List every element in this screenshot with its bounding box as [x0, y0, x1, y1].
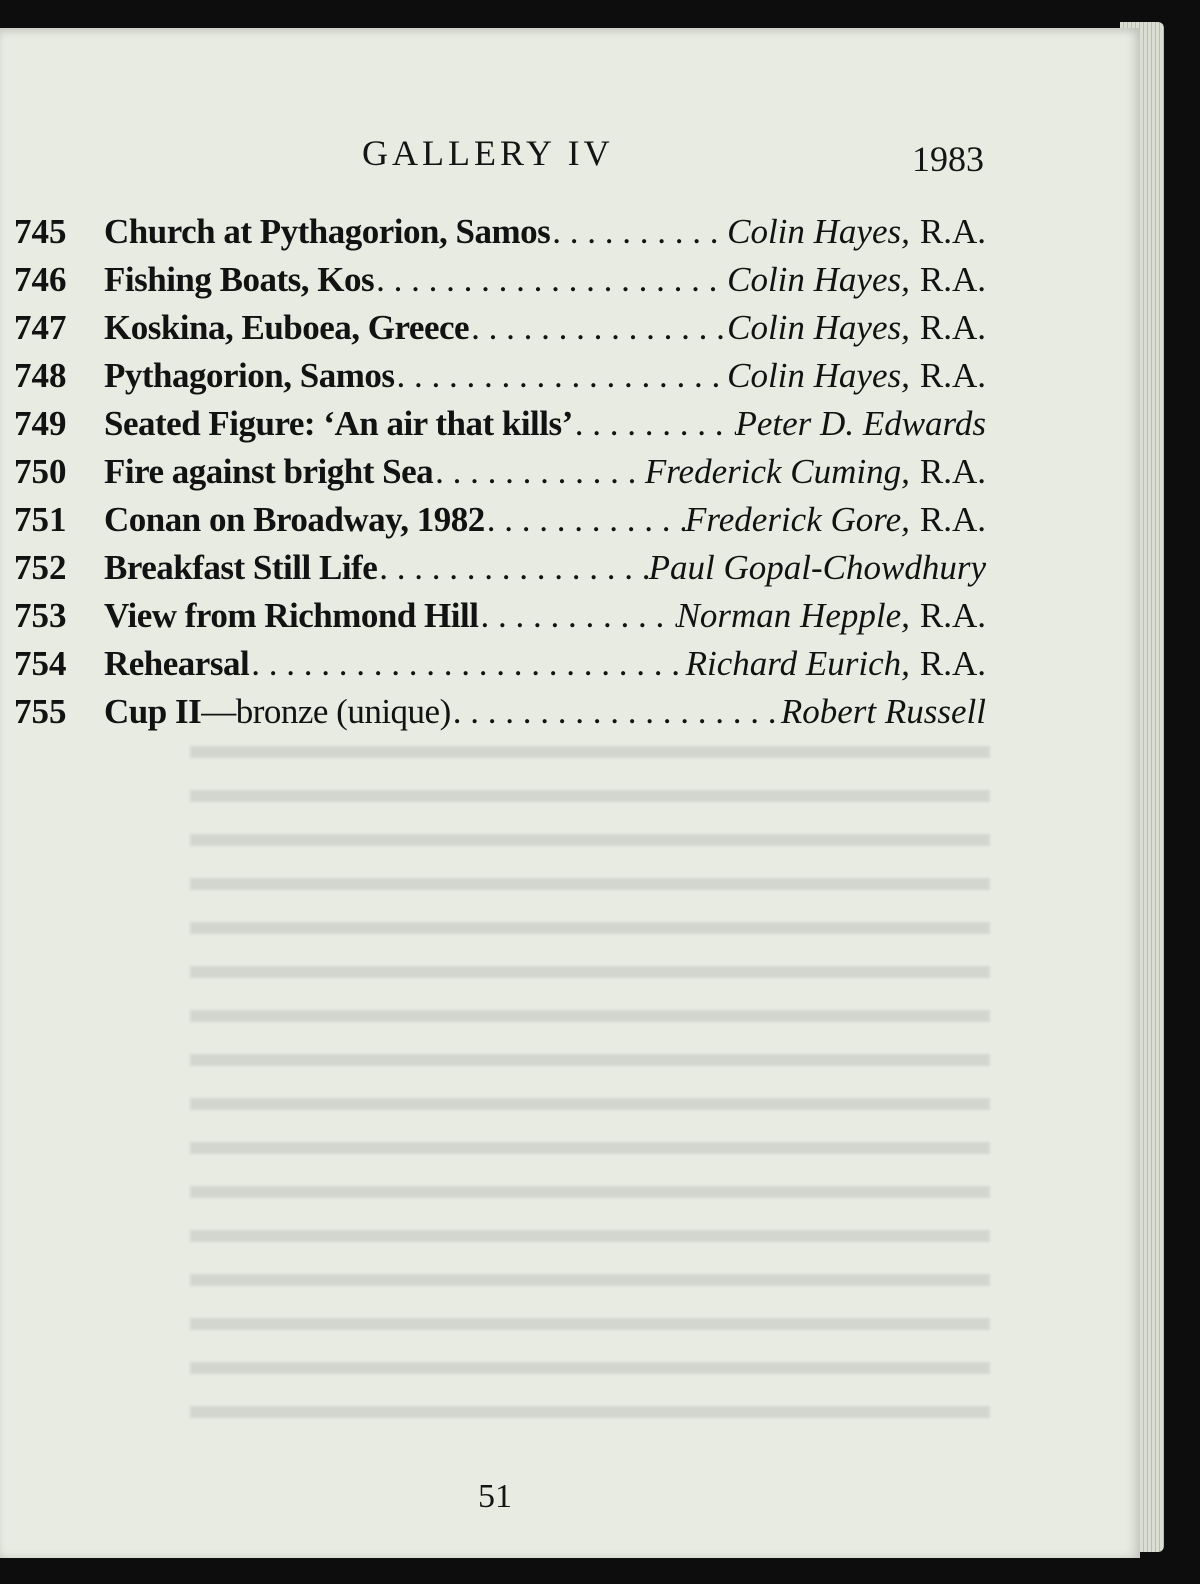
dot-leader [394, 352, 727, 400]
catalogue-entry [14, 496, 986, 544]
entry-artist-suffix: R.A. [919, 596, 986, 635]
entry-artist-suffix: R.A. [919, 260, 986, 299]
entry-title [104, 400, 573, 448]
entry-artist-suffix: R.A. [919, 452, 986, 491]
page-number: 51 [478, 1478, 512, 1515]
entry-number: 752 [14, 548, 67, 587]
entry-title [104, 496, 485, 544]
dot-leader [485, 496, 685, 544]
entry-artist: Colin Hayes, [727, 356, 910, 395]
catalogue-entry [14, 448, 986, 496]
entry-title-text: Rehearsal [104, 644, 250, 683]
entry-title [104, 208, 550, 256]
catalogue-entry [14, 256, 986, 304]
catalogue-entry [14, 208, 986, 256]
entry-list [14, 208, 986, 736]
entry-title-text: Fire against bright Sea [104, 452, 434, 491]
dot-leader [573, 400, 736, 448]
entry-title-text: Church at Pythagorion, Samos [104, 212, 551, 251]
entry-number: 753 [14, 596, 67, 635]
entry-artist: Norman Hepple, [676, 596, 910, 635]
year-heading: 1983 [912, 139, 984, 179]
catalogue-entry [14, 592, 986, 640]
entry-medium: —bronze (unique) [201, 692, 451, 731]
entry-number: 755 [14, 692, 67, 731]
entry-artist: Peter D. Edwards [735, 404, 986, 443]
entry-title-text: Fishing Boats, Kos [104, 260, 375, 299]
catalogue-entry [14, 544, 986, 592]
gallery-heading: GALLERY IV [362, 133, 614, 173]
dot-leader [478, 592, 676, 640]
reverse-page-bleed-through [190, 728, 990, 1448]
entry-artist: Robert Russell [780, 692, 986, 731]
entry-artist: Colin Hayes, [727, 308, 910, 347]
entry-title [104, 256, 374, 304]
entry-title [104, 592, 478, 640]
entry-artist: Richard Eurich, [685, 644, 910, 683]
entry-number: 750 [14, 452, 67, 491]
entry-number: 751 [14, 500, 67, 539]
catalogue-entry [14, 352, 986, 400]
dot-leader [451, 688, 781, 736]
entry-artist: Colin Hayes, [727, 212, 910, 251]
entry-artist-suffix: R.A. [919, 212, 986, 251]
entry-artist-suffix: R.A. [919, 356, 986, 395]
entry-title [104, 640, 249, 688]
dot-leader [377, 544, 648, 592]
entry-artist: Colin Hayes, [727, 260, 910, 299]
entry-artist: Frederick Cuming, [644, 452, 910, 491]
catalogue-entry [14, 400, 986, 448]
entry-number: 747 [14, 308, 67, 347]
entry-number: 749 [14, 404, 67, 443]
entry-title-text: Breakfast Still Life [104, 548, 378, 587]
catalogue-page [0, 28, 1140, 1558]
entry-number: 748 [14, 356, 67, 395]
entry-title-text: Cup II [104, 692, 202, 731]
entry-title-text: Pythagorion, Samos [104, 356, 395, 395]
entry-number: 745 [14, 212, 67, 251]
dot-leader [433, 448, 645, 496]
catalogue-entry [14, 304, 986, 352]
entry-title [104, 448, 433, 496]
entry-artist-suffix: R.A. [919, 308, 986, 347]
entry-title [104, 304, 469, 352]
dot-leader [249, 640, 685, 688]
entry-number: 754 [14, 644, 67, 683]
entry-artist: Paul Gopal-Chowdhury [648, 548, 986, 587]
entry-title [104, 352, 394, 400]
dot-leader [469, 304, 727, 352]
dot-leader [550, 208, 727, 256]
catalogue-entry [14, 640, 986, 688]
entry-artist: Frederick Gore, [685, 500, 910, 539]
entry-title-text: Seated Figure: ‘An air that kills’ [104, 404, 573, 443]
entry-number: 746 [14, 260, 67, 299]
entry-artist-suffix: R.A. [919, 500, 986, 539]
catalogue-entry [14, 688, 986, 736]
entry-title-text: Conan on Broadway, 1982 [104, 500, 485, 539]
dot-leader [374, 256, 727, 304]
entry-title-text: View from Richmond Hill [104, 596, 479, 635]
entry-title-text: Koskina, Euboea, Greece [104, 308, 470, 347]
entry-title [104, 688, 451, 736]
entry-title [104, 544, 377, 592]
entry-artist-suffix: R.A. [919, 644, 986, 683]
